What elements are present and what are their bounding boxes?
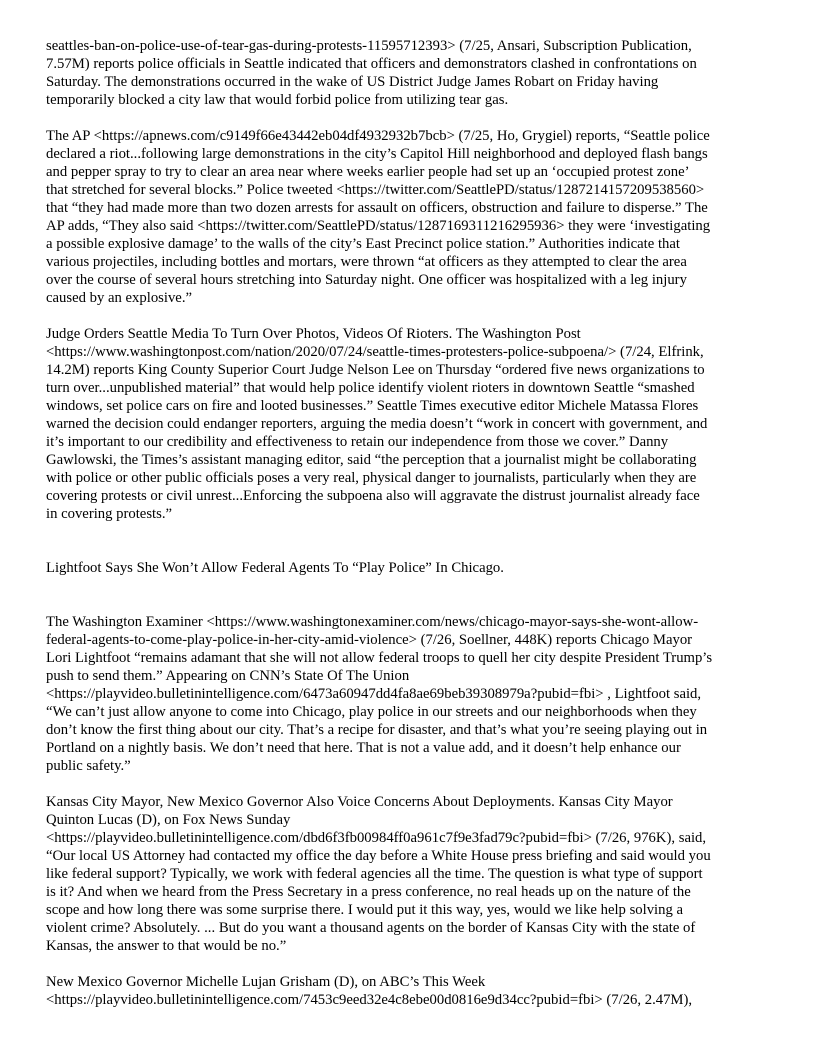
document-page [46, 37, 772, 1027]
section-heading-lightfoot: Lightfoot Says She Won’t Allow Federal Agents To “Play Police” In Chicago. [46, 560, 504, 576]
paragraph-ap-seattle-riot: The AP <https://apnews.com/c9149f66e43442eb04df4932932b7bcb> (7/25, Ho, Grygiel) reports, “Seattle police declared a riot...following large demonstrations in the city’s Capitol Hill neighborhood and deployed flash bangs and pepper spray to try to clear an area near where weeks earlier people had set up an ‘occupied protest zone’ that stretched for several blocks.” Police tweeted <https://twitter.com/SeattlePD/status/1287214157209538560> that “they had made more than two dozen arrests for assault on officers, obstruction and failure to disperse.” The AP adds, “They also said <https://twitter.com/SeattlePD/status/1287169311216295936> they were ‘investigating a possible explosive damage’ to the walls of the city’s East Precinct police station.” Authorities indicate that various projectiles, including bottles and mortars, were thrown “at officers as they attempted to clear the area over the course of several hours stretching into Saturday night. One officer was hospitalized with a leg injury caused by an explosive.” [46, 128, 711, 306]
paragraph-judge-orders-media: Judge Orders Seattle Media To Turn Over Photos, Videos Of Rioters. The Washington Post <https://www.washingtonpost.com/nation/2020/07/24/seattle-times-protesters-police-subpoena/> (7/24, Elfrink, 14.2M) reports King County Superior Court Judge Nelson Lee on Thursday “ordered five news organizations to turn over...unpublished material” that would help police identify violent rioters in downtown Seattle “smashed windows, set police cars on fire and looted businesses.” Seattle Times executive editor Michele Matassa Flores warned the decision could endanger reporters, arguing the media doesn’t “work in concert with government, and it’s important to our credibility and effectiveness to retain our independence from those we cover.” Danny Gawlowski, the Times’s assistant managing editor, said “the perception that a journalist might be collaborating with police or other public officials poses a very real, physical danger to journalists, particularly when they are covering protests or civil unrest...Enforcing the subpoena also will aggravate the distrust journalist already face in covering protests.” [46, 326, 708, 522]
paragraph-seattle-tear-gas: seattles-ban-on-police-use-of-tear-gas-during-protests-11595712393> (7/25, Ansari, Subscription Publication, 7.57M) reports police officials in Seattle indicated that officers and demonstrators clashed in confrontations on Saturday. The demonstrations occurred in the wake of US District Judge James Robart on Friday having temporarily blocked a city law that would forbid police from utilizing tear gas. [46, 38, 697, 108]
paragraph-kansas-city-mayor: Kansas City Mayor, New Mexico Governor Also Voice Concerns About Deployments. Kansas City Mayor Quinton Lucas (D), on Fox News Sunday <https://playvideo.bulletinintelligence.com/dbd6f3fb00984ff0a961c7f9e3fad79c?pubid=fbi> (7/26, 976K), said, “Our local US Attorney had contacted my office the day before a White House press briefing and said would you like federal support? Typically, we work with federal agencies all the time. The question is what type of support is it? And when we heard from the Press Secretary in a press conference, no real heads up on the nature of the scope and how long there was some surprise there. I would put it this way, yes, would we like help solving a violent crime? Absolutely. ... But do you want a thousand agents on the border of Kansas City with the state of Kansas, the answer to that would be no.” [46, 794, 711, 954]
paragraph-new-mexico-governor: New Mexico Governor Michelle Lujan Grisham (D), on ABC’s This Week <https://playvideo.bulletinintelligence.com/7453c9eed32e4c8ebe00d0816e9d34cc?pubid=fbi> (7/26, 2.47M), [46, 974, 693, 1008]
paragraph-washington-examiner: The Washington Examiner <https://www.washingtonexaminer.com/news/chicago-mayor-says-she-wont-allow- federal-agents-to-come-play-police-in-her-city-amid-violence> (7/26, Soellner, 448K) reports Chicago Mayor Lori Lightfoot “remains adamant that she will not allow federal troops to quell her city despite President Trump’s push to send them.” Appearing on CNN’s State Of The Union <https://playvideo.bulletinintelligence.com/6473a60947dd4fa8ae69beb39308979a?pubid=fbi> , Lightfoot said, “We can’t just allow anyone to come into Chicago, play police in our streets and our neighborhoods when they don’t know the first thing about our city. That’s a recipe for disaster, and that’s what you’re seeing playing out in Portland on a nightly basis. We don’t need that here. That is not a value add, and it doesn’t help enhance our public safety.” [46, 614, 713, 774]
